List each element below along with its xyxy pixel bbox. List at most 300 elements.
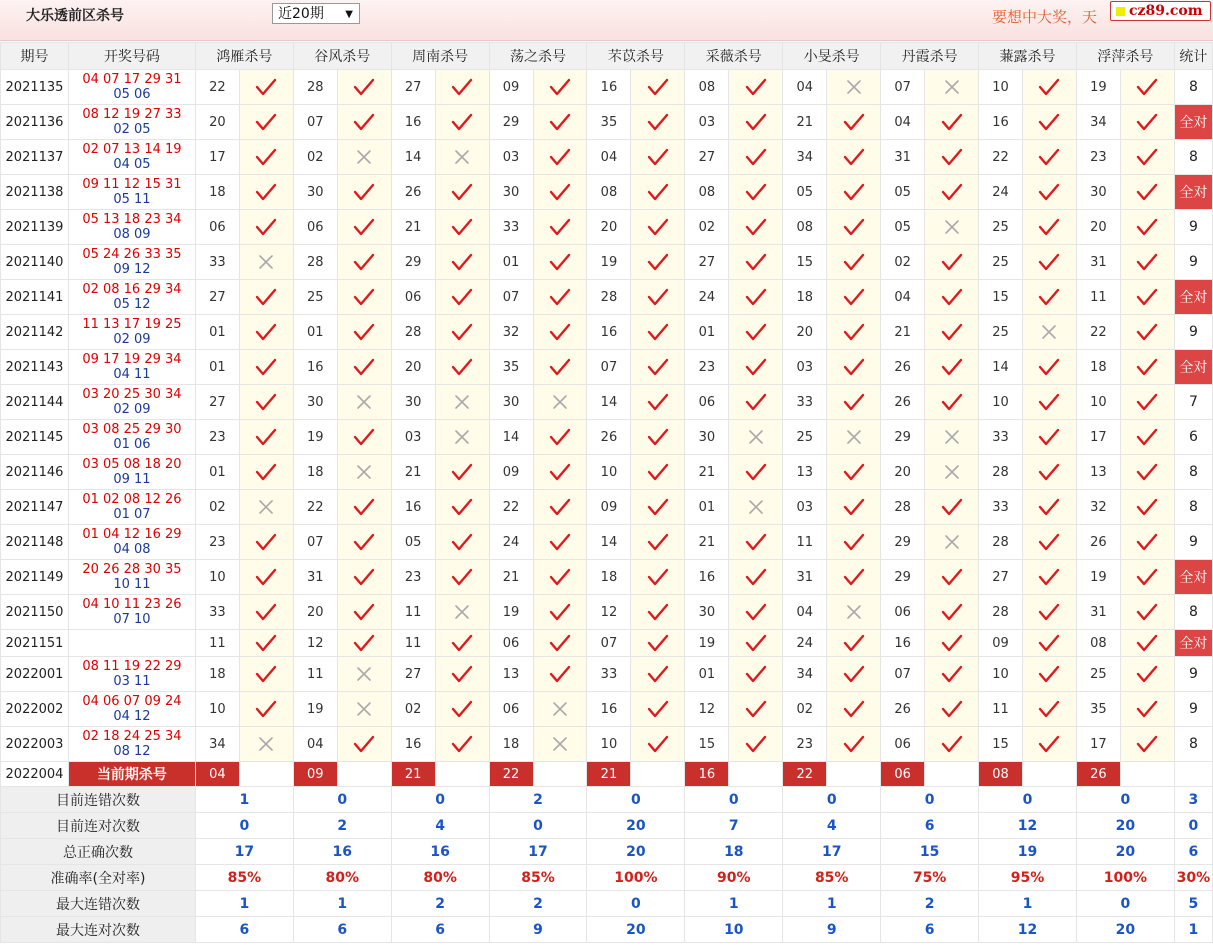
check-icon <box>1120 70 1174 105</box>
cross-icon <box>533 692 587 727</box>
check-icon <box>239 560 293 595</box>
kill-number: 20 <box>293 595 337 630</box>
check-icon <box>925 595 979 630</box>
check-icon <box>1022 210 1076 245</box>
kill-number: 03 <box>489 140 533 175</box>
slogan: 要想中大奖，天 <box>992 8 1098 26</box>
check-icon <box>827 140 881 175</box>
kill-number: 34 <box>783 657 827 692</box>
current-kill-spacer <box>827 762 881 787</box>
stat-value: 6 <box>391 917 489 943</box>
kill-number: 33 <box>783 385 827 420</box>
check-icon <box>337 315 391 350</box>
draw-front: 20 26 28 30 35 <box>82 562 182 577</box>
check-icon <box>1120 657 1174 692</box>
current-kill-spacer <box>925 762 979 787</box>
check-icon <box>239 657 293 692</box>
draw-front: 09 17 19 29 34 <box>82 352 182 367</box>
current-kill-spacer <box>337 762 391 787</box>
logo-square-icon <box>1116 7 1125 16</box>
draw-back: 01 07 <box>113 507 151 522</box>
cross-icon <box>925 455 979 490</box>
draw-cell <box>68 385 195 420</box>
current-kill-number: 26 <box>1076 762 1120 787</box>
stat-value: 12 <box>979 917 1077 943</box>
kill-number: 14 <box>587 385 631 420</box>
check-icon <box>1022 175 1076 210</box>
stat-value: 85% <box>783 865 881 891</box>
draw-front: 03 20 25 30 34 <box>82 387 182 402</box>
kill-number: 14 <box>587 525 631 560</box>
current-kill-number: 21 <box>587 762 631 787</box>
logo-text: cz89.com <box>1129 3 1203 19</box>
check-icon <box>239 455 293 490</box>
kill-number: 02 <box>195 490 239 525</box>
draw-cell <box>68 595 195 630</box>
period-cell: 2021148 <box>1 525 69 560</box>
draw-cell <box>68 525 195 560</box>
kill-number: 08 <box>587 175 631 210</box>
stat-value: 2 <box>489 891 587 917</box>
current-kill-spacer <box>631 762 685 787</box>
stat-value: 0 <box>783 787 881 813</box>
kill-number: 16 <box>587 70 631 105</box>
check-icon <box>631 525 685 560</box>
check-icon <box>1120 315 1174 350</box>
cross-icon <box>827 70 881 105</box>
kill-number: 12 <box>587 595 631 630</box>
check-icon <box>827 280 881 315</box>
period-cell: 2021149 <box>1 560 69 595</box>
check-icon <box>533 70 587 105</box>
row-count: 全对 <box>1174 350 1212 385</box>
kill-number: 22 <box>293 490 337 525</box>
kill-number: 26 <box>881 385 925 420</box>
check-icon <box>337 595 391 630</box>
kill-number-table <box>0 42 1213 943</box>
kill-number: 02 <box>783 692 827 727</box>
row-count: 8 <box>1174 490 1212 525</box>
col-killer[interactable]: 丹霞杀号 <box>881 43 979 70</box>
kill-number: 23 <box>391 560 435 595</box>
draw-cell <box>68 315 195 350</box>
col-killer[interactable]: 采薇杀号 <box>685 43 783 70</box>
kill-number: 18 <box>293 455 337 490</box>
kill-number: 21 <box>391 210 435 245</box>
table-row <box>1 385 1213 420</box>
stat-value: 7 <box>685 813 783 839</box>
check-icon <box>925 727 979 762</box>
check-icon <box>1120 175 1174 210</box>
stat-value: 0 <box>1076 891 1174 917</box>
kill-number: 06 <box>881 595 925 630</box>
kill-number: 30 <box>391 385 435 420</box>
kill-number: 09 <box>489 70 533 105</box>
check-icon <box>729 245 783 280</box>
check-icon <box>827 175 881 210</box>
check-icon <box>435 692 489 727</box>
kill-number: 03 <box>391 420 435 455</box>
kill-number: 21 <box>881 315 925 350</box>
check-icon <box>925 315 979 350</box>
kill-number: 30 <box>489 385 533 420</box>
kill-number: 30 <box>293 175 337 210</box>
kill-number: 16 <box>293 350 337 385</box>
kill-number: 33 <box>195 245 239 280</box>
kill-number: 12 <box>293 630 337 657</box>
stat-value: 16 <box>391 839 489 865</box>
kill-number: 14 <box>489 420 533 455</box>
check-icon <box>337 560 391 595</box>
kill-number: 15 <box>979 727 1023 762</box>
check-icon <box>729 525 783 560</box>
check-icon <box>729 70 783 105</box>
check-icon <box>1120 490 1174 525</box>
kill-number: 08 <box>685 175 729 210</box>
check-icon <box>631 595 685 630</box>
kill-number: 10 <box>979 385 1023 420</box>
draw-back: 08 12 <box>113 744 151 759</box>
cross-icon <box>827 595 881 630</box>
kill-number: 07 <box>587 630 631 657</box>
kill-number: 26 <box>391 175 435 210</box>
check-icon <box>729 727 783 762</box>
kill-number: 02 <box>293 140 337 175</box>
kill-number: 24 <box>979 175 1023 210</box>
draw-front: 04 07 17 29 31 <box>82 72 182 87</box>
draw-back: 04 12 <box>113 709 151 724</box>
kill-number: 04 <box>783 595 827 630</box>
kill-number: 08 <box>1076 630 1120 657</box>
check-icon <box>631 420 685 455</box>
period-cell: 2021140 <box>1 245 69 280</box>
stat-value: 20 <box>1076 813 1174 839</box>
check-icon <box>239 315 293 350</box>
kill-number: 09 <box>587 490 631 525</box>
kill-number: 20 <box>587 210 631 245</box>
draw-back: 04 08 <box>113 542 151 557</box>
stat-value: 18 <box>685 839 783 865</box>
check-icon <box>533 210 587 245</box>
row-count: 8 <box>1174 727 1212 762</box>
draw-back: 05 12 <box>113 297 151 312</box>
stat-label: 总正确次数 <box>1 839 196 865</box>
period-cell: 2022003 <box>1 727 69 762</box>
check-icon <box>533 315 587 350</box>
kill-number: 24 <box>489 525 533 560</box>
kill-number: 32 <box>489 315 533 350</box>
check-icon <box>1120 455 1174 490</box>
kill-number: 07 <box>489 280 533 315</box>
col-killer[interactable]: 谷风杀号 <box>293 43 391 70</box>
cross-icon <box>239 245 293 280</box>
check-icon <box>729 657 783 692</box>
table-row <box>1 727 1213 762</box>
row-count: 9 <box>1174 315 1212 350</box>
kill-number: 20 <box>881 455 925 490</box>
check-icon <box>533 657 587 692</box>
kill-number: 27 <box>979 560 1023 595</box>
row-count: 9 <box>1174 245 1212 280</box>
row-count: 8 <box>1174 595 1212 630</box>
col-period: 期号 <box>1 43 69 70</box>
row-count: 6 <box>1174 420 1212 455</box>
kill-number: 17 <box>195 140 239 175</box>
check-icon <box>1022 525 1076 560</box>
draw-front: 01 02 08 12 26 <box>82 492 182 507</box>
stat-value: 1 <box>293 891 391 917</box>
stat-value: 2 <box>293 813 391 839</box>
check-icon <box>1022 420 1076 455</box>
draw-front: 05 24 26 33 35 <box>82 247 182 262</box>
kill-number: 33 <box>489 210 533 245</box>
draw-cell <box>68 105 195 140</box>
kill-number: 22 <box>489 490 533 525</box>
kill-number: 22 <box>195 70 239 105</box>
kill-number: 10 <box>195 560 239 595</box>
check-icon <box>729 140 783 175</box>
kill-number: 34 <box>1076 105 1120 140</box>
period-cell: 2022002 <box>1 692 69 727</box>
kill-number: 31 <box>881 140 925 175</box>
stat-value: 6 <box>293 917 391 943</box>
kill-number: 16 <box>587 315 631 350</box>
kill-number: 19 <box>685 630 729 657</box>
draw-back: 07 10 <box>113 612 151 627</box>
kill-number: 27 <box>685 140 729 175</box>
check-icon <box>1022 245 1076 280</box>
stat-value: 80% <box>293 865 391 891</box>
kill-number: 21 <box>685 455 729 490</box>
stat-value: 20 <box>1076 917 1174 943</box>
col-killer[interactable]: 芣苡杀号 <box>587 43 685 70</box>
draw-cell <box>68 692 195 727</box>
kill-number: 10 <box>979 657 1023 692</box>
kill-number: 06 <box>489 692 533 727</box>
row-count: 9 <box>1174 210 1212 245</box>
cross-icon <box>533 727 587 762</box>
current-kill-number: 16 <box>685 762 729 787</box>
check-icon <box>337 105 391 140</box>
table-row <box>1 595 1213 630</box>
kill-number: 26 <box>587 420 631 455</box>
check-icon <box>1022 560 1076 595</box>
page-title: 大乐透前区杀号 <box>26 8 124 24</box>
draw-cell <box>68 350 195 385</box>
draw-back: 04 05 <box>113 157 151 172</box>
check-icon <box>533 105 587 140</box>
check-icon <box>1120 525 1174 560</box>
check-icon <box>925 350 979 385</box>
draw-back: 05 06 <box>113 87 151 102</box>
stat-value: 6 <box>881 813 979 839</box>
check-icon <box>631 315 685 350</box>
cross-icon <box>925 70 979 105</box>
check-icon <box>1022 490 1076 525</box>
draw-cell <box>68 210 195 245</box>
kill-number: 01 <box>685 315 729 350</box>
check-icon <box>729 630 783 657</box>
kill-number: 06 <box>881 727 925 762</box>
check-icon <box>631 140 685 175</box>
period-cell: 2021142 <box>1 315 69 350</box>
stat-value: 2 <box>391 891 489 917</box>
period-select[interactable] <box>272 3 360 24</box>
col-killer[interactable]: 鸿雁杀号 <box>195 43 293 70</box>
check-icon <box>239 280 293 315</box>
stat-total: 5 <box>1174 891 1212 917</box>
current-kill-spacer <box>239 762 293 787</box>
period-cell: 2021145 <box>1 420 69 455</box>
stat-value: 10 <box>685 917 783 943</box>
kill-number: 14 <box>979 350 1023 385</box>
check-icon <box>1120 630 1174 657</box>
check-icon <box>337 490 391 525</box>
period-cell: 2021141 <box>1 280 69 315</box>
draw-cell <box>68 70 195 105</box>
col-killer[interactable]: 荡之杀号 <box>489 43 587 70</box>
kill-number: 01 <box>685 490 729 525</box>
draw-front: 01 04 12 16 29 <box>82 527 182 542</box>
table-row <box>1 175 1213 210</box>
check-icon <box>1120 692 1174 727</box>
check-icon <box>729 385 783 420</box>
col-killer[interactable]: 蒹露杀号 <box>979 43 1077 70</box>
check-icon <box>337 727 391 762</box>
table-row <box>1 525 1213 560</box>
kill-number: 04 <box>293 727 337 762</box>
check-icon <box>533 350 587 385</box>
stat-value: 2 <box>489 787 587 813</box>
kill-number: 10 <box>587 455 631 490</box>
current-period-row <box>1 762 1213 787</box>
check-icon <box>729 105 783 140</box>
check-icon <box>1022 657 1076 692</box>
check-icon <box>435 727 489 762</box>
period-cell: 2021147 <box>1 490 69 525</box>
check-icon <box>1120 140 1174 175</box>
cross-icon <box>239 727 293 762</box>
current-kill-label: 当前期杀号 <box>68 762 195 787</box>
check-icon <box>239 105 293 140</box>
kill-number: 02 <box>685 210 729 245</box>
draw-front: 02 07 13 14 19 <box>82 142 182 157</box>
period-cell: 2021150 <box>1 595 69 630</box>
stat-value: 100% <box>587 865 685 891</box>
period-cell: 2021135 <box>1 70 69 105</box>
draw-back: 05 11 <box>113 192 151 207</box>
check-icon <box>925 490 979 525</box>
check-icon <box>631 657 685 692</box>
stat-value: 19 <box>979 839 1077 865</box>
cross-icon <box>729 420 783 455</box>
kill-number: 05 <box>391 525 435 560</box>
draw-front: 08 12 19 27 33 <box>82 107 182 122</box>
check-icon <box>729 560 783 595</box>
check-icon <box>337 630 391 657</box>
draw-back: 02 05 <box>113 122 151 137</box>
kill-number: 03 <box>685 105 729 140</box>
check-icon <box>631 692 685 727</box>
cross-icon <box>925 210 979 245</box>
cross-icon <box>729 490 783 525</box>
check-icon <box>925 692 979 727</box>
check-icon <box>337 210 391 245</box>
check-icon <box>337 280 391 315</box>
stat-total: 6 <box>1174 839 1212 865</box>
check-icon <box>435 315 489 350</box>
check-icon <box>631 350 685 385</box>
check-icon <box>1120 350 1174 385</box>
check-icon <box>631 105 685 140</box>
table-row <box>1 657 1213 692</box>
kill-number: 33 <box>195 595 239 630</box>
kill-number: 23 <box>783 727 827 762</box>
stat-value: 0 <box>391 787 489 813</box>
check-icon <box>435 210 489 245</box>
check-icon <box>239 140 293 175</box>
current-kill-number: 22 <box>783 762 827 787</box>
kill-number: 29 <box>881 420 925 455</box>
kill-number: 11 <box>293 657 337 692</box>
table-row <box>1 70 1213 105</box>
check-icon <box>337 350 391 385</box>
cross-icon <box>925 420 979 455</box>
kill-number: 03 <box>783 490 827 525</box>
check-icon <box>1120 385 1174 420</box>
draw-front: 02 08 16 29 34 <box>82 282 182 297</box>
kill-number: 01 <box>685 657 729 692</box>
cross-icon <box>337 657 391 692</box>
kill-number: 15 <box>685 727 729 762</box>
kill-number: 22 <box>979 140 1023 175</box>
kill-number: 11 <box>979 692 1023 727</box>
period-cell: 2021143 <box>1 350 69 385</box>
kill-number: 01 <box>293 315 337 350</box>
col-killer[interactable]: 周南杀号 <box>391 43 489 70</box>
col-killer[interactable]: 小旻杀号 <box>783 43 881 70</box>
cross-icon <box>925 525 979 560</box>
kill-number: 23 <box>195 525 239 560</box>
kill-number: 28 <box>293 70 337 105</box>
current-period: 2022004 <box>1 762 69 787</box>
kill-number: 25 <box>979 315 1023 350</box>
draw-cell <box>68 245 195 280</box>
kill-number: 06 <box>293 210 337 245</box>
site-logo[interactable] <box>1110 1 1211 21</box>
check-icon <box>631 385 685 420</box>
check-icon <box>1120 420 1174 455</box>
check-icon <box>435 245 489 280</box>
row-count: 9 <box>1174 692 1212 727</box>
stat-value: 15 <box>881 839 979 865</box>
draw-cell <box>68 175 195 210</box>
kill-number: 13 <box>489 657 533 692</box>
kill-number: 08 <box>783 210 827 245</box>
kill-number: 27 <box>195 280 239 315</box>
draw-back: 01 06 <box>113 437 151 452</box>
check-icon <box>1120 210 1174 245</box>
check-icon <box>925 560 979 595</box>
col-killer[interactable]: 浮萍杀号 <box>1076 43 1174 70</box>
kill-number: 01 <box>489 245 533 280</box>
check-icon <box>827 350 881 385</box>
table-row <box>1 692 1213 727</box>
check-icon <box>239 525 293 560</box>
kill-number: 04 <box>881 280 925 315</box>
kill-number: 18 <box>195 657 239 692</box>
table-row <box>1 630 1213 657</box>
